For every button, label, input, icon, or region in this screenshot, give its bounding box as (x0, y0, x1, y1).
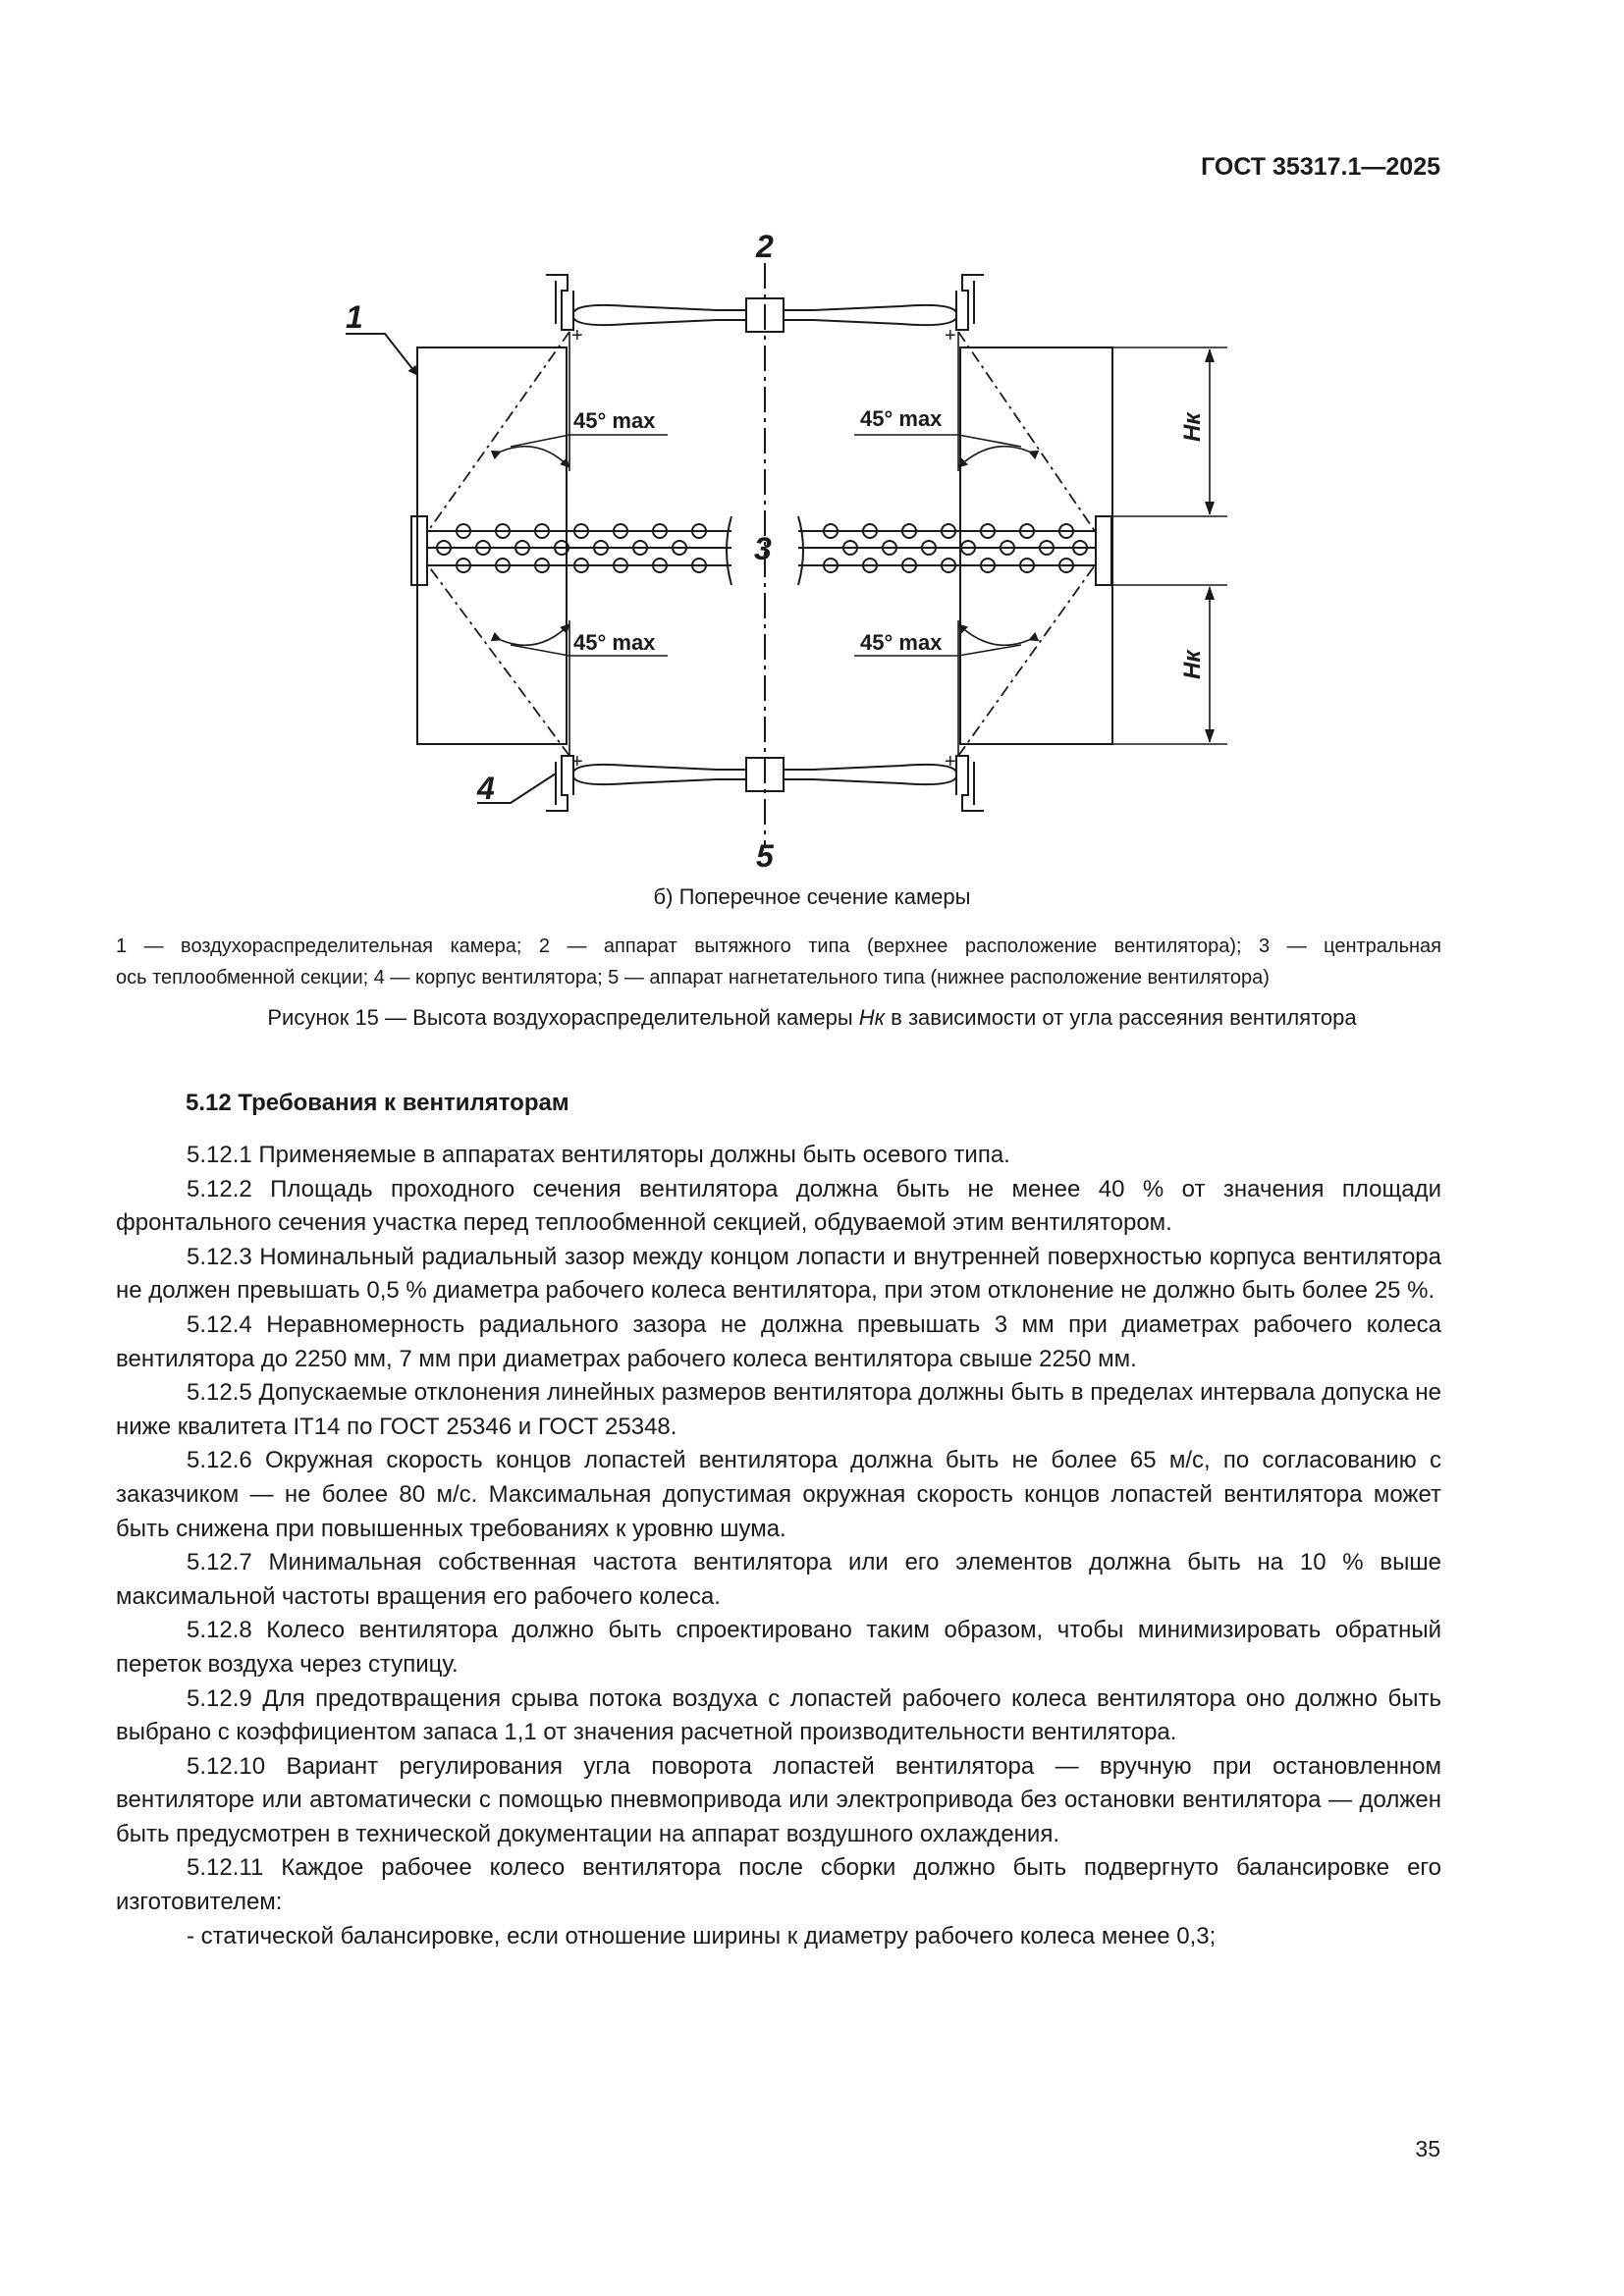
chamber-left-box (417, 347, 567, 744)
figure-subcaption: б) Поперечное сечение камеры (653, 884, 971, 909)
fan-housing-top-right (956, 275, 984, 330)
fan-blade-top-left (573, 305, 746, 325)
tube-sheet-right (1096, 516, 1111, 585)
figure-caption-rest: в зависимости от угла рассеяния вентилятора (885, 1005, 1357, 1030)
angle-label-bottom-left: 45° max (573, 630, 656, 655)
callout-3: 3 (754, 531, 772, 566)
paragraph-5-12-11: 5.12.11 Каждое рабочее колесо вентилятора после сборки должно быть подвергнуто балансировке его изготовителем: (116, 1854, 1441, 1916)
page-number: 35 (1415, 2136, 1440, 2162)
fan-housing-bottom-left (546, 756, 573, 811)
legend-line-1: 1 — воздухораспределительная камера; 2 — аппарат вытяжного типа (верхнее расположение вентилятора); 3 — центральная (116, 935, 1441, 957)
callout-1: 1 (346, 299, 363, 335)
svg-text:+: + (571, 751, 583, 773)
callout-4: 4 (477, 771, 495, 806)
chamber-right-box (960, 347, 1112, 744)
paragraph-5-12-4: 5.12.4 Неравномерность радиального зазора не должна превышать 3 мм при диаметрах рабочего колеса вентилятора до 2250 мм, 7 мм при диаметрах рабочего колеса вентилятора свыше 2250 мм. (116, 1310, 1441, 1372)
fan-blade-bottom-left (573, 765, 746, 784)
angle-label-top-right: 45° max (860, 406, 943, 431)
fan-blade-top-right (784, 305, 956, 325)
paragraph-5-12-3: 5.12.3 Номинальный радиальный зазор между концом лопасти и внутренней поверхностью корпуса вентилятора не должен превышать 0,5 % диаметра рабочего колеса вентилятора, при этом отклонение не должно быть более 25 %. (116, 1243, 1441, 1305)
callout-2: 2 (756, 229, 774, 264)
height-label-bottom: Hк (1179, 650, 1206, 679)
paragraph-5-12-8: 5.12.8 Колесо вентилятора должно быть спроектировано таким образом, чтобы минимизировать обратный переток воздуха через ступицу. (116, 1617, 1441, 1678)
paragraph-5-12-9: 5.12.9 Для предотвращения срыва потока воздуха с лопастей рабочего колеса вентилятора оно должно быть выбрано с коэффициентом запаса 1,1 от значения расчетной производительности вентилятора. (116, 1684, 1441, 1746)
cross-section-figure (0, 0, 1624, 883)
tube-sheet-left (411, 516, 427, 585)
paragraph-5-12-6: 5.12.6 Окружная скорость концов лопастей вентилятора должна быть не более 65 м/с, по согласованию с заказчиком — не более 80 м/с. Максимальная допустимая окружная скорость концов лопастей вентилятора может быть снижена при повышенных требованиях к уровню шума. (116, 1447, 1441, 1542)
bullet-static-balancing: - статической балансировке, если отношение ширины к диаметру рабочего колеса менее 0,3; (187, 1922, 1217, 1949)
callout-5: 5 (756, 838, 774, 874)
section-body (116, 1139, 1441, 1953)
angle-label-bottom-right: 45° max (860, 630, 943, 655)
figure-caption-symbol: Hк (858, 1005, 886, 1030)
paragraph-5-12-2: 5.12.2 Площадь проходного сечения вентилятора должна быть не менее 40 % от значения площади фронтального сечения участка перед теплообменной секцией, обдуваемой этим вентилятором. (116, 1175, 1441, 1237)
tube-bundle-right (798, 516, 1095, 585)
fan-blade-bottom-right (784, 765, 956, 784)
tube-bundle-left (428, 516, 731, 585)
svg-text:+: + (945, 751, 956, 773)
legend-line-2: ось теплообменной секции; 4 — корпус вентилятора; 5 — аппарат нагнетательного типа (нижнее расположение вентилятора) (116, 967, 1270, 988)
fan-housing-top-left (546, 275, 573, 330)
document-number-header: ГОСТ 35317.1—2025 (1201, 153, 1440, 181)
height-label-top: Hк (1179, 412, 1206, 442)
svg-text:+: + (571, 325, 583, 347)
paragraph-5-12-7: 5.12.7 Минимальная собственная частота вентилятора или его элементов должна быть на 10 % выше максимальной частоты вращения его рабочего колеса. (116, 1549, 1441, 1610)
paragraph-5-12-10: 5.12.10 Вариант регулирования угла поворота лопастей вентилятора — вручную при остановленном вентиляторе или автоматически с помощью пневмопривода или электропривода без остановки вентилятора — должен быть предусмотрен в технической документации на аппарат воздушного охлаждения. (116, 1752, 1441, 1847)
fan-housing-bottom-right (956, 756, 984, 811)
figure-caption (0, 1005, 1624, 1031)
section-heading: 5.12 Требования к вентиляторам (186, 1090, 569, 1116)
svg-text:+: + (945, 325, 956, 347)
figure-caption-main: Рисунок 15 — Высота воздухораспределительной камеры (267, 1005, 859, 1030)
paragraph-5-12-5: 5.12.5 Допускаемые отклонения линейных размеров вентилятора должны быть в пределах интервала допуска не ниже квалитета IT14 по ГОСТ 25346 и ГОСТ 25348. (116, 1379, 1441, 1440)
height-dimensions (1112, 347, 1227, 744)
figure-legend (116, 931, 1441, 993)
paragraph-5-12-1: 5.12.1 Применяемые в аппаратах вентиляторы должны быть осевого типа. (187, 1142, 1010, 1168)
callout-1-leader (346, 334, 417, 375)
angle-label-top-left: 45° max (573, 408, 656, 433)
